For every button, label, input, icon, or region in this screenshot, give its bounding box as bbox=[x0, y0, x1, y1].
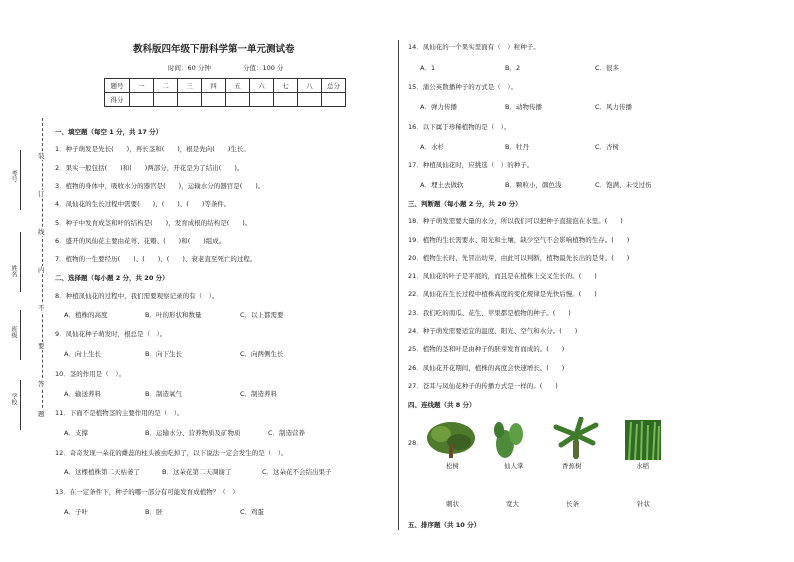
question-3: 3．植物的身体中，吸收水分的器官是( )，运输水分的器官是( )。 bbox=[55, 182, 265, 190]
option: B．运输水分、营养物质及矿物质 bbox=[145, 429, 241, 437]
option: C．很多 bbox=[595, 64, 620, 72]
score-input-cell[interactable] bbox=[178, 93, 202, 107]
plant-label: 仙人掌 bbox=[504, 462, 524, 470]
plant-label: 香蕉树 bbox=[562, 462, 582, 470]
question-4: 4．凤仙花的生长过程中需要( )、( )、( )等条件。 bbox=[55, 200, 231, 208]
option: B．颗粒小，颜色浅 bbox=[505, 181, 562, 189]
question-23: 23．我们吃的南瓜、花生、苹果都是植物的种子。( ) bbox=[408, 309, 571, 317]
score-cell: 二 bbox=[154, 79, 178, 93]
binding-char: 答 bbox=[38, 380, 45, 388]
score-input-cell[interactable] bbox=[130, 93, 154, 107]
question-6: 6．盛开的凤仙花主要由花萼、花瓣、( )和( )组成。 bbox=[55, 237, 226, 245]
question-24: 24．种子萌发需要适宜的温度、阳光、空气和水分。( ) bbox=[408, 327, 578, 335]
option: B．向下生长 bbox=[145, 350, 182, 358]
section-choice: 二、选择题（每小题 2 分，共 20 分） bbox=[55, 274, 169, 282]
binding-char: 订 bbox=[38, 190, 45, 198]
section-matching: 四、连线题（共 8 分） bbox=[408, 401, 476, 409]
option: C．以上都需要 bbox=[240, 311, 284, 319]
option: B．叶的形状和数量 bbox=[145, 311, 202, 319]
plant-label: 水稻 bbox=[636, 462, 649, 470]
exam-score: 分值：100 分 bbox=[243, 64, 284, 72]
option: B．这朵花第二天凋谢了 bbox=[162, 468, 232, 476]
binding-char: 线 bbox=[38, 228, 45, 236]
option: A．这棵植株第二天枯萎了 bbox=[64, 468, 140, 476]
question-18: 18．种子萌发需要大量的水分，所以我们可以把种子直接泡在水里。( ) bbox=[408, 217, 623, 225]
banji-label: 班级 bbox=[10, 326, 17, 338]
column-divider bbox=[398, 40, 399, 530]
option: C．风力传播 bbox=[595, 103, 633, 111]
option: A．植株的高度 bbox=[64, 311, 108, 319]
option: A．向上生长 bbox=[64, 350, 101, 358]
score-cell: 题号 bbox=[105, 79, 130, 93]
question-16: 16．以下属于珍稀植物的是（ ）。 bbox=[408, 123, 511, 131]
question-12: 12．奇奇发现一朵花的雌蕊的柱头被虫吃掉了，以下说法一定会发生的是（ ）。 bbox=[55, 449, 288, 457]
score-cell: 得分 bbox=[105, 93, 130, 107]
option: C．杏树 bbox=[595, 143, 620, 151]
question-25: 25．植物的茎和叶是由种子的胚芽发育而成的。( ) bbox=[408, 345, 565, 353]
question-13: 13．在一定条件下，种子的哪一部分有可能发育成植物？（ ） bbox=[55, 488, 239, 496]
option: C．制造养料 bbox=[240, 390, 278, 398]
option: C．向两侧生长 bbox=[240, 350, 284, 358]
question-17: 17．种植凤仙花时，应挑选（ ）的种子。 bbox=[408, 161, 534, 169]
section-ordering: 五、排序题（共 10 分） bbox=[408, 521, 481, 529]
question-28: 28． bbox=[408, 439, 423, 447]
score-table-score-row bbox=[105, 93, 346, 107]
binding-char: 不 bbox=[38, 304, 45, 312]
score-input-cell[interactable] bbox=[250, 93, 274, 107]
score-cell: 一 bbox=[130, 79, 154, 93]
leaf-label: 宽大 bbox=[506, 500, 519, 508]
score-input-cell[interactable] bbox=[274, 93, 298, 107]
question-1: 1．种子萌发是先长( )，再长茎和( )，根是先向( )生长。 bbox=[55, 145, 250, 153]
score-cell: 八 bbox=[298, 79, 322, 93]
question-7: 7．植物的一生要经历( )、( )、( )、衰老直至死亡的过程。 bbox=[55, 255, 257, 263]
cactus-image bbox=[489, 420, 529, 460]
score-cell: 三 bbox=[178, 79, 202, 93]
question-5: 5．种子中发育成茎和叶的结构是( )，发育成根的结构是( )。 bbox=[55, 219, 252, 227]
kaohao-label: 考号 bbox=[10, 170, 17, 182]
xuexiao-underline bbox=[20, 380, 21, 430]
score-input-cell[interactable] bbox=[154, 93, 178, 107]
question-8: 8．种植凤仙花的过程中，我们需要观察记录的有（ ）。 bbox=[55, 292, 219, 300]
binding-char: 题 bbox=[38, 410, 45, 418]
option: A．输送养料 bbox=[64, 390, 101, 398]
banji-underline bbox=[20, 310, 21, 360]
option: C．制造营养 bbox=[268, 429, 306, 437]
option: A．子叶 bbox=[64, 508, 88, 516]
question-11: 11．下面不是植物茎的主要作用的是（ ）。 bbox=[55, 409, 184, 417]
question-15: 15．蒲公英散播种子的方式是（ ）。 bbox=[408, 83, 518, 91]
pine-tree-image bbox=[425, 418, 477, 458]
option: B．2 bbox=[505, 64, 521, 72]
page-title: 教科版四年级下册科学第一单元测试卷 bbox=[133, 44, 295, 55]
option: A．埋土去做软 bbox=[420, 181, 464, 189]
section-true-false: 三、判断题（每小题 2 分，共 20 分） bbox=[408, 200, 522, 208]
question-14: 14．凤仙花的一个果实里面有（ ）粒种子。 bbox=[408, 43, 540, 51]
score-table bbox=[104, 78, 346, 107]
question-22: 22．凤仙花在生长过程中植株高度的变化规律是先快后慢。( ) bbox=[408, 290, 597, 298]
score-input-cell[interactable] bbox=[226, 93, 250, 107]
question-2: 2．果实一般包括( )和( )两部分，开花是为了结出( )。 bbox=[55, 164, 244, 172]
plant-label: 松树 bbox=[446, 462, 459, 470]
option: B．动物传播 bbox=[505, 103, 542, 111]
option: C．鸡蛋 bbox=[240, 508, 265, 516]
option: B．牡丹 bbox=[505, 143, 529, 151]
binding-char: 要 bbox=[38, 342, 45, 350]
leaf-label: 针状 bbox=[637, 500, 650, 508]
binding-char: 装 bbox=[38, 152, 45, 160]
score-cell: 五 bbox=[226, 79, 250, 93]
score-cell: 六 bbox=[250, 79, 274, 93]
score-cell: 四 bbox=[202, 79, 226, 93]
option: A．支撑 bbox=[64, 429, 88, 437]
section-fill-blank: 一、填空题（每空 1 分，共 17 分） bbox=[55, 128, 163, 136]
question-27: 27．苍耳与凤仙花种子的传播方式是一样的。( ) bbox=[408, 382, 558, 390]
leaf-label: 刺状 bbox=[446, 500, 459, 508]
score-cell: 七 bbox=[274, 79, 298, 93]
option: C．饱满、未受过伤 bbox=[595, 181, 652, 189]
score-input-cell[interactable] bbox=[298, 93, 322, 107]
question-10: 10．茎的作用是（ ）。 bbox=[55, 370, 126, 378]
question-19: 19．植物的生长需要水、阳光和土壤，缺少空气不会影响植物的生存。( ) bbox=[408, 236, 630, 244]
score-table-header-row bbox=[105, 79, 346, 93]
option: A．水杉 bbox=[420, 143, 444, 151]
option: C．这朵花不会结出果子 bbox=[262, 468, 332, 476]
score-input-cell[interactable] bbox=[202, 93, 226, 107]
xuexiao-label: 学校 bbox=[10, 393, 17, 405]
kaohao-underline bbox=[20, 150, 21, 210]
question-9: 9．凤仙花种子萌发时，根总是（ ）。 bbox=[55, 330, 167, 338]
question-21: 21．凤仙花的叶子是平展的，而且是在植株上交叉生长的。( ) bbox=[408, 272, 597, 280]
score-input-cell[interactable] bbox=[322, 93, 346, 107]
question-26: 26．凤仙花开花期间，植株的高度会快速增长。( ) bbox=[408, 364, 565, 372]
xingming-underline bbox=[20, 232, 21, 292]
banana-tree-image bbox=[551, 417, 601, 459]
question-20: 20．植物生长时，先冒出幼芽，由此可以判断，植物最先长出的是芽。( ) bbox=[408, 254, 630, 262]
option: A．弹力传播 bbox=[420, 103, 457, 111]
xingming-label: 姓名 bbox=[10, 265, 17, 277]
score-cell: 总分 bbox=[322, 79, 346, 93]
leaf-label: 长条 bbox=[566, 500, 579, 508]
rice-plant-image bbox=[625, 420, 661, 460]
exam-time: 时间：60 分钟 bbox=[168, 64, 211, 72]
option: B．胚 bbox=[145, 508, 163, 516]
option: A．1 bbox=[420, 64, 436, 72]
binding-char: 内 bbox=[38, 266, 45, 274]
option: B．制造氧气 bbox=[145, 390, 182, 398]
